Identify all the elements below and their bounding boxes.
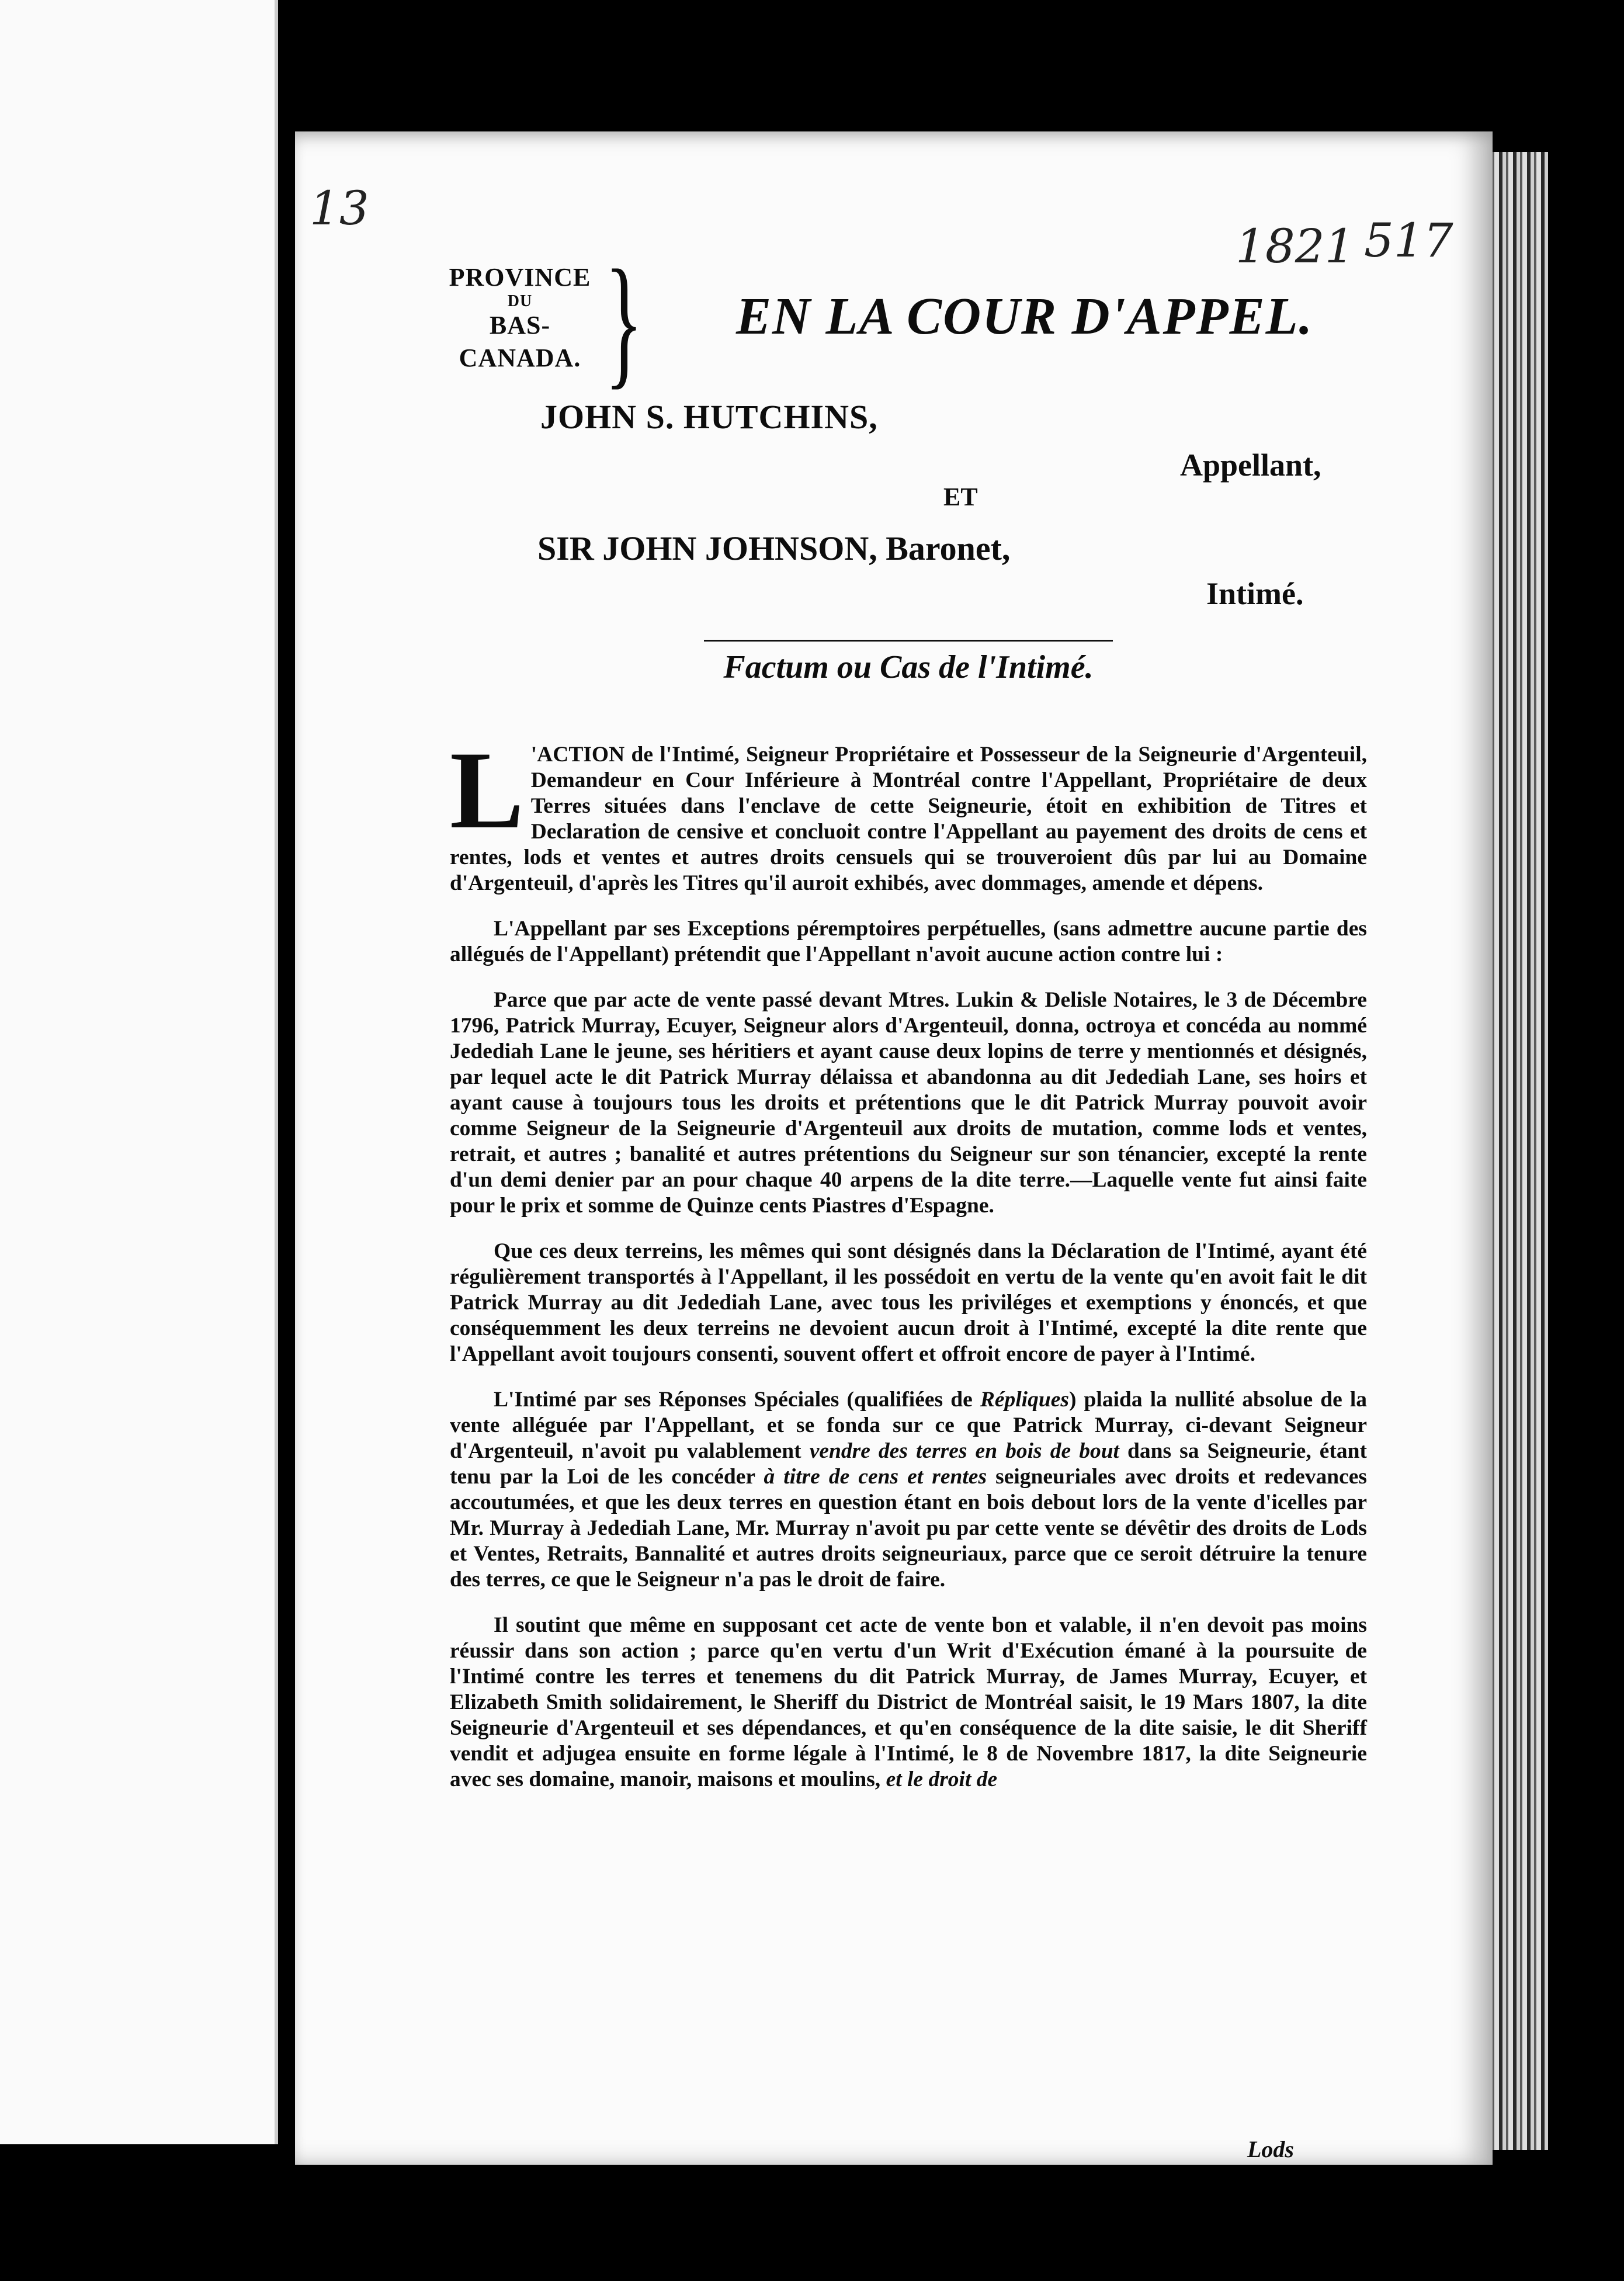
brace-symbol: } bbox=[605, 240, 643, 402]
paragraph-5-italic-2: vendre des terres en bois de bout bbox=[809, 1439, 1119, 1463]
paragraph-4: Que ces deux terreins, les mêmes qui sont désignés dans la Déclaration de l'Intimé, ayant été régulièrement transportés à l'Appellant, il les possédoit en vertu de la vente qu'en avoit fait le dit Patrick Murray au dit Jedediah Lane, avec tous les priviléges et exemptions y énoncés, et que conséquemment les deux terreins ne devoient aucun droit à l'Intimé, excepté la dite rente que l'Appellant avoit toujours consenti, souvent offert et offroit encore de payer à l'Intimé. bbox=[450, 1239, 1367, 1366]
drop-cap: L bbox=[450, 729, 524, 852]
province-name: BAS-CANADA. bbox=[459, 311, 581, 372]
document-page bbox=[295, 131, 1493, 2165]
facing-page bbox=[0, 0, 278, 2144]
paragraph-5-italic-3: à titre de cens et rentes bbox=[764, 1465, 987, 1489]
paragraph-6-text: Il soutint que même en supposant cet acte de vente bon et valable, il n'en devoit pas moins réussir dans son action ; parce qu'en vertu d'un Writ d'Exécution émané à la poursuite de l'Intimé contre les terres et tenemens du dit Patrick Murray, de James Murray, Ecuyer, et Elizabeth Smith solidairement, le Sheriff du District de Montréal saisit, le 19 Mars 1807, la dite Seigneurie d'Argenteuil et ses dépendances, et qu'en conséquence de la dite saisie, le dit Sheriff vendit et adjugea ensuite en forme légale à l'Intimé, le 8 de Novembre 1817, la dite Seigneurie avec ses domaine, manoir, maisons et moulins, bbox=[450, 1613, 1367, 1791]
paragraph-5-text-a: L'Intimé par ses Réponses Spéciales (qualifiées de bbox=[494, 1388, 980, 1412]
handwritten-number: 517 bbox=[1364, 213, 1453, 268]
appellant-role: Appellant, bbox=[1180, 448, 1321, 483]
paragraph-2: L'Appellant par ses Exceptions péremptoires perpétuelles, (sans admettre aucune partie des allégués de l'Appellant) prétendit que l'Appellant n'avoit aucune action contre lui : bbox=[450, 917, 1367, 966]
paragraph-6 bbox=[450, 1613, 1367, 1793]
title-rule bbox=[704, 640, 1113, 642]
paragraph-5-text-c: dans sa Seigneurie, étant tenu par la Loi de les concéder bbox=[450, 1439, 1368, 1489]
handwritten-mark-left: 13 bbox=[310, 181, 369, 235]
paragraph-5-italic-1: Répliques bbox=[980, 1388, 1069, 1412]
court-title: EN LA COUR D'APPEL. bbox=[736, 287, 1314, 345]
document-body bbox=[450, 729, 1368, 1812]
handwritten-year: 1821 bbox=[1236, 219, 1355, 273]
paragraph-6-italic: et le droit de bbox=[886, 1767, 998, 1791]
province-label: PROVINCE bbox=[449, 263, 591, 292]
appellant-name: JOHN S. HUTCHINS, bbox=[540, 398, 878, 436]
paragraph-1-lead: 'ACTION bbox=[530, 743, 625, 767]
intime-name: SIR JOHN JOHNSON, Baronet, bbox=[537, 529, 1011, 567]
et-label: ET bbox=[943, 483, 978, 511]
province-block bbox=[438, 261, 602, 375]
paragraph-3: Parce que par acte de vente passé devant Mtres. Lukin & Delisle Notaires, le 3 de Décembre 1796, Patrick Murray, Ecuyer, Seigneur alors d'Argenteuil, donna, octroya et concéda au nommé Jedediah Lane le jeune, ses héritiers et ayant cause deux lopins de terre y mentionnés et désignés, par lequel acte le dit Patrick Murray délaissa et abandonna au dit Jedediah Lane, ses hoirs et ayant cause à toujours tous les droits et prétentions que le dit Patrick Murray pouvoit avoir comme Seigneur de la Seigneurie d'Argenteuil aux droits de mutation, comme lods et ventes, retrait, et autres ; banalité et autres prétentions du Seigneur sur son ténancier, excepté la rente d'un demi denier par an pour chaque 40 arpens de la dite terre.—Laquelle vente fut ainsi faite pour le prix et somme de Quinze cents Piastres d'Espagne. bbox=[450, 988, 1367, 1218]
province-du: DU bbox=[507, 292, 533, 310]
paragraph-5-text-b: ) plaida la nullité absolue de la vente alléguée par l'Appellant, et se fonda sur ce que Patrick Murray, ci-devant Seigneur d'Argenteuil, n'avoit pu valablement bbox=[450, 1388, 1368, 1463]
paragraph-1-text: de l'Intimé, Seigneur Propriétaire et Possesseur de la Seigneurie d'Argenteuil, Demandeur en Cour Inférieure à Montréal contre l'Appellant, Propriétaire de deux Terres situées dans l'enclave de cette Seigneurie, étoit en exhibition de Titres et Declaration de censive et concluoit contre l'Appellant au payement des droits de cens et rentes, lods et ventes et autres droits censuels qui se trouveroient dûs par lui au Domaine d'Argenteuil, d'après les Titres qu'il auroit exhibés, avec dommages, amende et dépens. bbox=[450, 743, 1367, 895]
intime-role: Intimé. bbox=[1206, 576, 1304, 611]
paragraph-5-text-d: seigneuriales avec droits et redevances accoutumées, et que les deux terres en question étant en bois debout lors de la vente d'icelles par Mr. Murray à Jedediah Lane, Mr. Murray n'avoit pu par cette vente se dévêtir des droits de Lods et Ventes, Retraits, Bannalité et autres droits seigneuriaux, parce que ce seroit détruire la tenure des terres, ce que le Seigneur n'a pas le droit de faire. bbox=[450, 1465, 1367, 1592]
factum-title: Factum ou Cas de l'Intimé. bbox=[723, 649, 1094, 685]
paragraph-5 bbox=[450, 1387, 1367, 1593]
catchword: Lods bbox=[1247, 2136, 1294, 2162]
paragraph-1 bbox=[450, 729, 1367, 896]
